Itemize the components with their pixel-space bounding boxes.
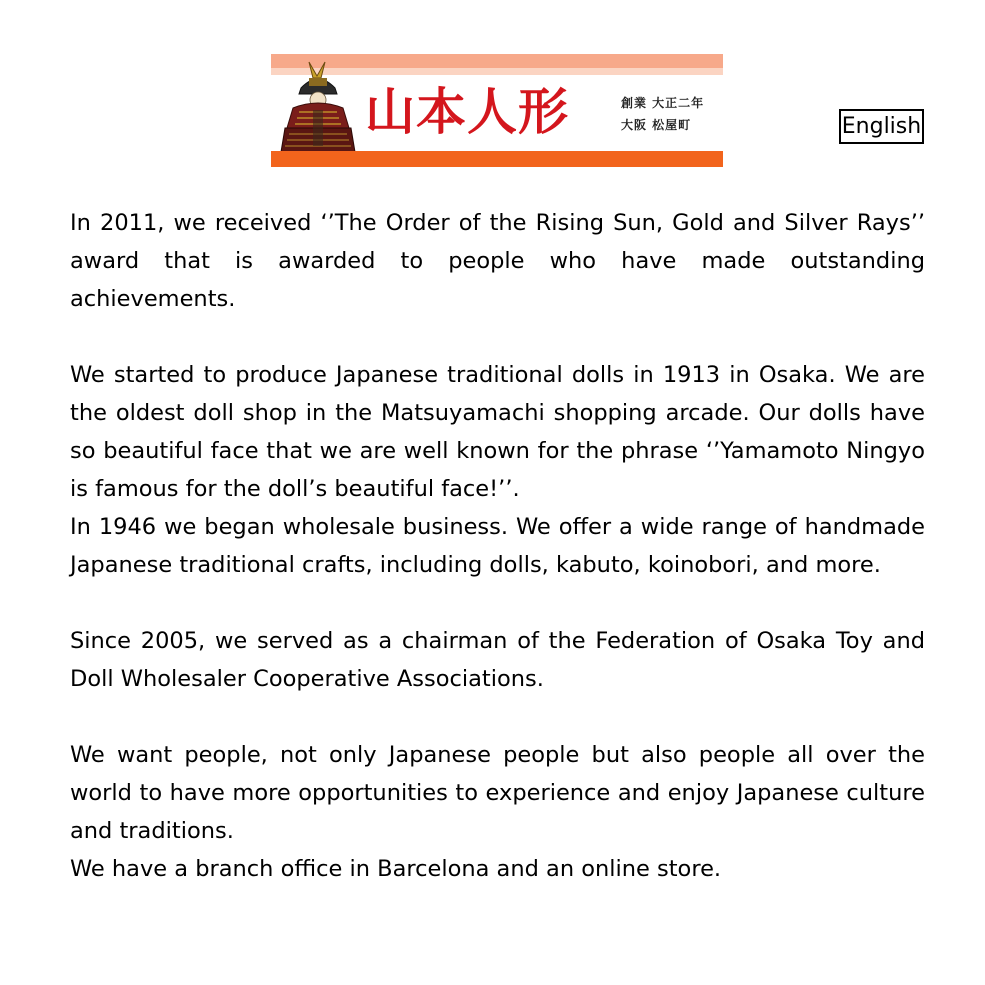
paragraph-spacer (70, 698, 925, 736)
paragraph-award: In 2011, we received ‘’The Order of the Rising Sun, Gold and Silver Rays’’ award that is awarded to people who have made outstanding achievements. (70, 210, 925, 312)
english-language-button[interactable]: English (839, 109, 924, 144)
logo-banner (271, 54, 723, 167)
paragraph-mission: We want people, not only Japanese people but also people all over the world to have more opportunities to experience and enjoy Japanese culture and traditions. (70, 742, 925, 844)
about-content (70, 204, 925, 888)
logo-subtitle-location: 大阪 松屋町 (621, 118, 692, 132)
paragraph-wholesale: In 1946 we began wholesale business. We offer a wide range of handmade Japanese traditional crafts, including dolls, kabuto, koinobori, and more. (70, 514, 925, 578)
samurai-doll-icon (279, 58, 357, 153)
paragraph-branch: We have a branch office in Barcelona and an online store. (70, 856, 722, 882)
paragraph-federation: Since 2005, we served as a chairman of the Federation of Osaka Toy and Doll Wholesaler Cooperative Associations. (70, 628, 925, 692)
logo-title: 山本人形 (365, 82, 569, 141)
banner-stripe-bottom (271, 151, 723, 167)
paragraph-spacer (70, 318, 925, 356)
logo-subtitle-founded: 創業 大正二年 (621, 96, 705, 110)
paragraph-spacer (70, 584, 925, 622)
paragraph-history: We started to produce Japanese traditional dolls in 1913 in Osaka. We are the oldest doll shop in the Matsuyamachi shopping arcade. Our dolls have so beautiful face that we are well known for the phrase ‘’Yamamoto Ningyo is famous for the doll’s beautiful face!’’. (70, 362, 925, 502)
